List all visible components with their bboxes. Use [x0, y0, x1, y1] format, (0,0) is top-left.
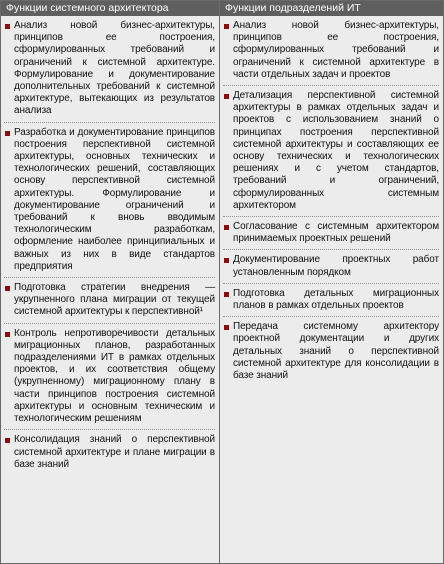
square-bullet-icon — [224, 24, 229, 29]
divider — [4, 323, 215, 324]
divider — [223, 216, 439, 217]
list-item-text: Разработка и документирование принципов построения перспективной системной архитектуры, основных технических и технологических решений, составляющих основу перспективной системной архитектуры. Формулирование и документирование ограничений и требований к вновь вводимым технологическим разработкам, оформление наиболее принципиальных и важных из них в виде стандартов предприятия — [14, 126, 215, 272]
list-item — [4, 127, 215, 273]
square-bullet-icon — [5, 286, 10, 291]
list-item — [4, 20, 215, 118]
divider — [4, 277, 215, 278]
list-item-text: Передача системному архитектору проектной документации и других детальных знаний о перспективной системной архитектуре для консолидации в базе знаний — [233, 321, 439, 382]
divider — [223, 85, 439, 86]
divider — [4, 122, 215, 123]
right-column — [220, 1, 443, 563]
list-item-text: Консолидация знаний о перспективной системной архитектуре и плане миграции в базе знаний — [14, 434, 215, 470]
list-item-text: Анализ новой бизнес-архитектуры, принципов ее построения, сформулированных требований и ограничений к системной архитектуре. Формулирование и документирование дополнительных требований к системной архитектуре, вытекающих из результатов анализа — [14, 20, 215, 117]
list-item — [4, 282, 215, 319]
list-item-text: Детализация перспективной системной архитектуры в рамках отдельных задач и проектов с использованием знаний о принципах построения перспективной системной архитектуры и составляющих ее основу технических и технологических решениях и с учетом стандартов, требований и ограничений, сформулированных системным архитектором — [233, 90, 439, 211]
list-item-text: Согласование с системным архитектором принимаемых проектных решений — [233, 221, 439, 245]
list-item-text: Подготовка стратегии внедрения — укрупненного плана миграции от текущей системной архитектуры к перспективной¹ — [14, 282, 215, 318]
right-column-header: Функции подразделений ИТ — [220, 1, 443, 16]
square-bullet-icon — [224, 325, 229, 330]
list-item — [4, 434, 215, 471]
square-bullet-icon — [5, 438, 10, 443]
list-item-text: Анализ новой бизнес-архитектуры, принципов ее построения, сформулированных требований и ограничений к системной архитектуре в части отдельных задач и проектов — [233, 20, 439, 80]
left-column-body — [1, 16, 219, 563]
list-item — [223, 20, 439, 81]
left-column-header: Функции системного архитектора — [1, 1, 219, 16]
square-bullet-icon — [5, 24, 10, 29]
list-item — [223, 321, 439, 382]
divider — [4, 429, 215, 430]
list-item — [223, 221, 439, 245]
square-bullet-icon — [224, 292, 229, 297]
divider — [223, 316, 439, 317]
square-bullet-icon — [224, 94, 229, 99]
list-item-text: Подготовка детальных миграционных планов в рамках отдельных проектов — [233, 287, 439, 312]
square-bullet-icon — [224, 225, 229, 230]
list-item-text: Контроль непротиворечивости детальных миграционных планов, разработанных подразделениями ИТ в рамках отдельных проектов, и их соответствия общему (укрупненному) миграционному плану в части принципов построения системной архитектуры и основным техническим и технологическим решениям — [14, 327, 215, 425]
list-item — [223, 90, 439, 212]
square-bullet-icon — [5, 131, 10, 136]
right-column-body — [220, 16, 443, 563]
list-item — [223, 288, 439, 312]
list-item-text: Документирование проектных работ установленным порядком — [233, 254, 439, 278]
list-item — [4, 328, 215, 426]
square-bullet-icon — [224, 258, 229, 263]
square-bullet-icon — [5, 332, 10, 337]
divider — [223, 249, 439, 250]
left-column — [1, 1, 220, 563]
divider — [223, 283, 439, 284]
list-item — [223, 254, 439, 278]
